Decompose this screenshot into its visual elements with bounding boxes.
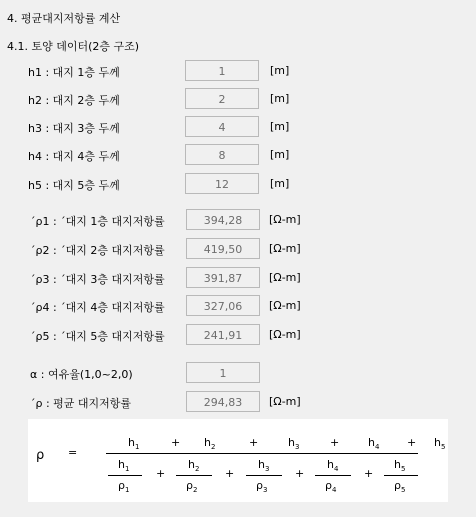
h3-field[interactable]: 4 <box>185 116 259 137</box>
den-plus-2: + <box>225 467 235 480</box>
formula-eq: = <box>68 446 78 459</box>
rho5-label: ´ρ5 : ´대지 5층 대지저항률 <box>30 330 165 343</box>
den-bar-1 <box>108 475 142 476</box>
den-rho5: $\rho_5$ <box>394 479 406 494</box>
rho2-field[interactable]: 419,50 <box>186 238 260 259</box>
main-fraction-bar <box>106 453 418 454</box>
formula-lhs: ρ <box>36 448 45 463</box>
h4-field[interactable]: 8 <box>185 144 259 165</box>
alpha-label: α : 여유율(1,0~2,0) <box>30 368 133 381</box>
den-rho1: $\rho_1$ <box>118 479 130 494</box>
h1-unit: [m] <box>270 64 290 77</box>
rho4-unit: [Ω-m] <box>269 299 301 312</box>
num-plus-1: + <box>171 436 181 449</box>
h2-field[interactable]: 2 <box>185 88 259 109</box>
subsection-title: 4.1. 토양 데이터(2층 구조) <box>7 40 140 53</box>
rho1-label: ´ρ1 : ´대지 1층 대지저항률 <box>30 215 165 228</box>
den-h1: $h_1$ <box>118 458 130 473</box>
den-bar-2 <box>176 475 212 476</box>
rho3-label: ´ρ3 : ´대지 3층 대지저항률 <box>30 273 165 286</box>
den-h2: $h_2$ <box>188 458 200 473</box>
h2-unit: [m] <box>270 92 290 105</box>
h2-label: h2 : 대지 2층 두께 <box>28 94 120 107</box>
h4-label: h4 : 대지 4층 두께 <box>28 150 120 163</box>
den-bar-5 <box>384 475 418 476</box>
rho5-field[interactable]: 241,91 <box>186 324 260 345</box>
num-h1: $h_1$ <box>128 436 140 451</box>
rho3-unit: [Ω-m] <box>269 271 301 284</box>
den-rho4: $\rho_4$ <box>325 479 337 494</box>
h1-field[interactable]: 1 <box>185 60 259 81</box>
den-plus-4: + <box>364 467 374 480</box>
num-plus-2: + <box>249 436 259 449</box>
num-h5: $h_5$ <box>434 436 446 451</box>
section-title: 4. 평균대지저항률 계산 <box>7 12 121 25</box>
den-rho3: $\rho_3$ <box>256 479 268 494</box>
num-h3: $h_3$ <box>288 436 300 451</box>
den-h3: $h_3$ <box>258 458 270 473</box>
h3-unit: [m] <box>270 120 290 133</box>
rho1-field[interactable]: 394,28 <box>186 209 260 230</box>
den-h4: $h_4$ <box>327 458 339 473</box>
den-rho2: $\rho_2$ <box>186 479 198 494</box>
h4-unit: [m] <box>270 148 290 161</box>
rho1-unit: [Ω-m] <box>269 213 301 226</box>
den-h5: $h_5$ <box>394 458 406 473</box>
alpha-field[interactable]: 1 <box>186 362 260 383</box>
num-plus-4: + <box>407 436 417 449</box>
rho-avg-unit: [Ω-m] <box>269 395 301 408</box>
h5-field[interactable]: 12 <box>185 173 259 194</box>
num-h2: $h_2$ <box>204 436 216 451</box>
den-bar-4 <box>315 475 351 476</box>
rho-avg-field[interactable]: 294,83 <box>186 391 260 412</box>
rho2-unit: [Ω-m] <box>269 242 301 255</box>
h3-label: h3 : 대지 3층 두께 <box>28 122 120 135</box>
rho4-field[interactable]: 327,06 <box>186 295 260 316</box>
rho-avg-label: ´ρ : 평균 대지저항률 <box>30 397 132 410</box>
num-plus-3: + <box>330 436 340 449</box>
den-plus-3: + <box>295 467 305 480</box>
h5-unit: [m] <box>270 177 290 190</box>
rho4-label: ´ρ4 : ´대지 4층 대지저항률 <box>30 301 165 314</box>
rho3-field[interactable]: 391,87 <box>186 267 260 288</box>
den-plus-1: + <box>156 467 166 480</box>
rho2-label: ´ρ2 : ´대지 2층 대지저항률 <box>30 244 165 257</box>
formula-panel <box>28 419 448 502</box>
rho5-unit: [Ω-m] <box>269 328 301 341</box>
h5-label: h5 : 대지 5층 두께 <box>28 179 120 192</box>
den-bar-3 <box>246 475 282 476</box>
h1-label: h1 : 대지 1층 두께 <box>28 66 120 79</box>
num-h4: $h_4$ <box>368 436 380 451</box>
